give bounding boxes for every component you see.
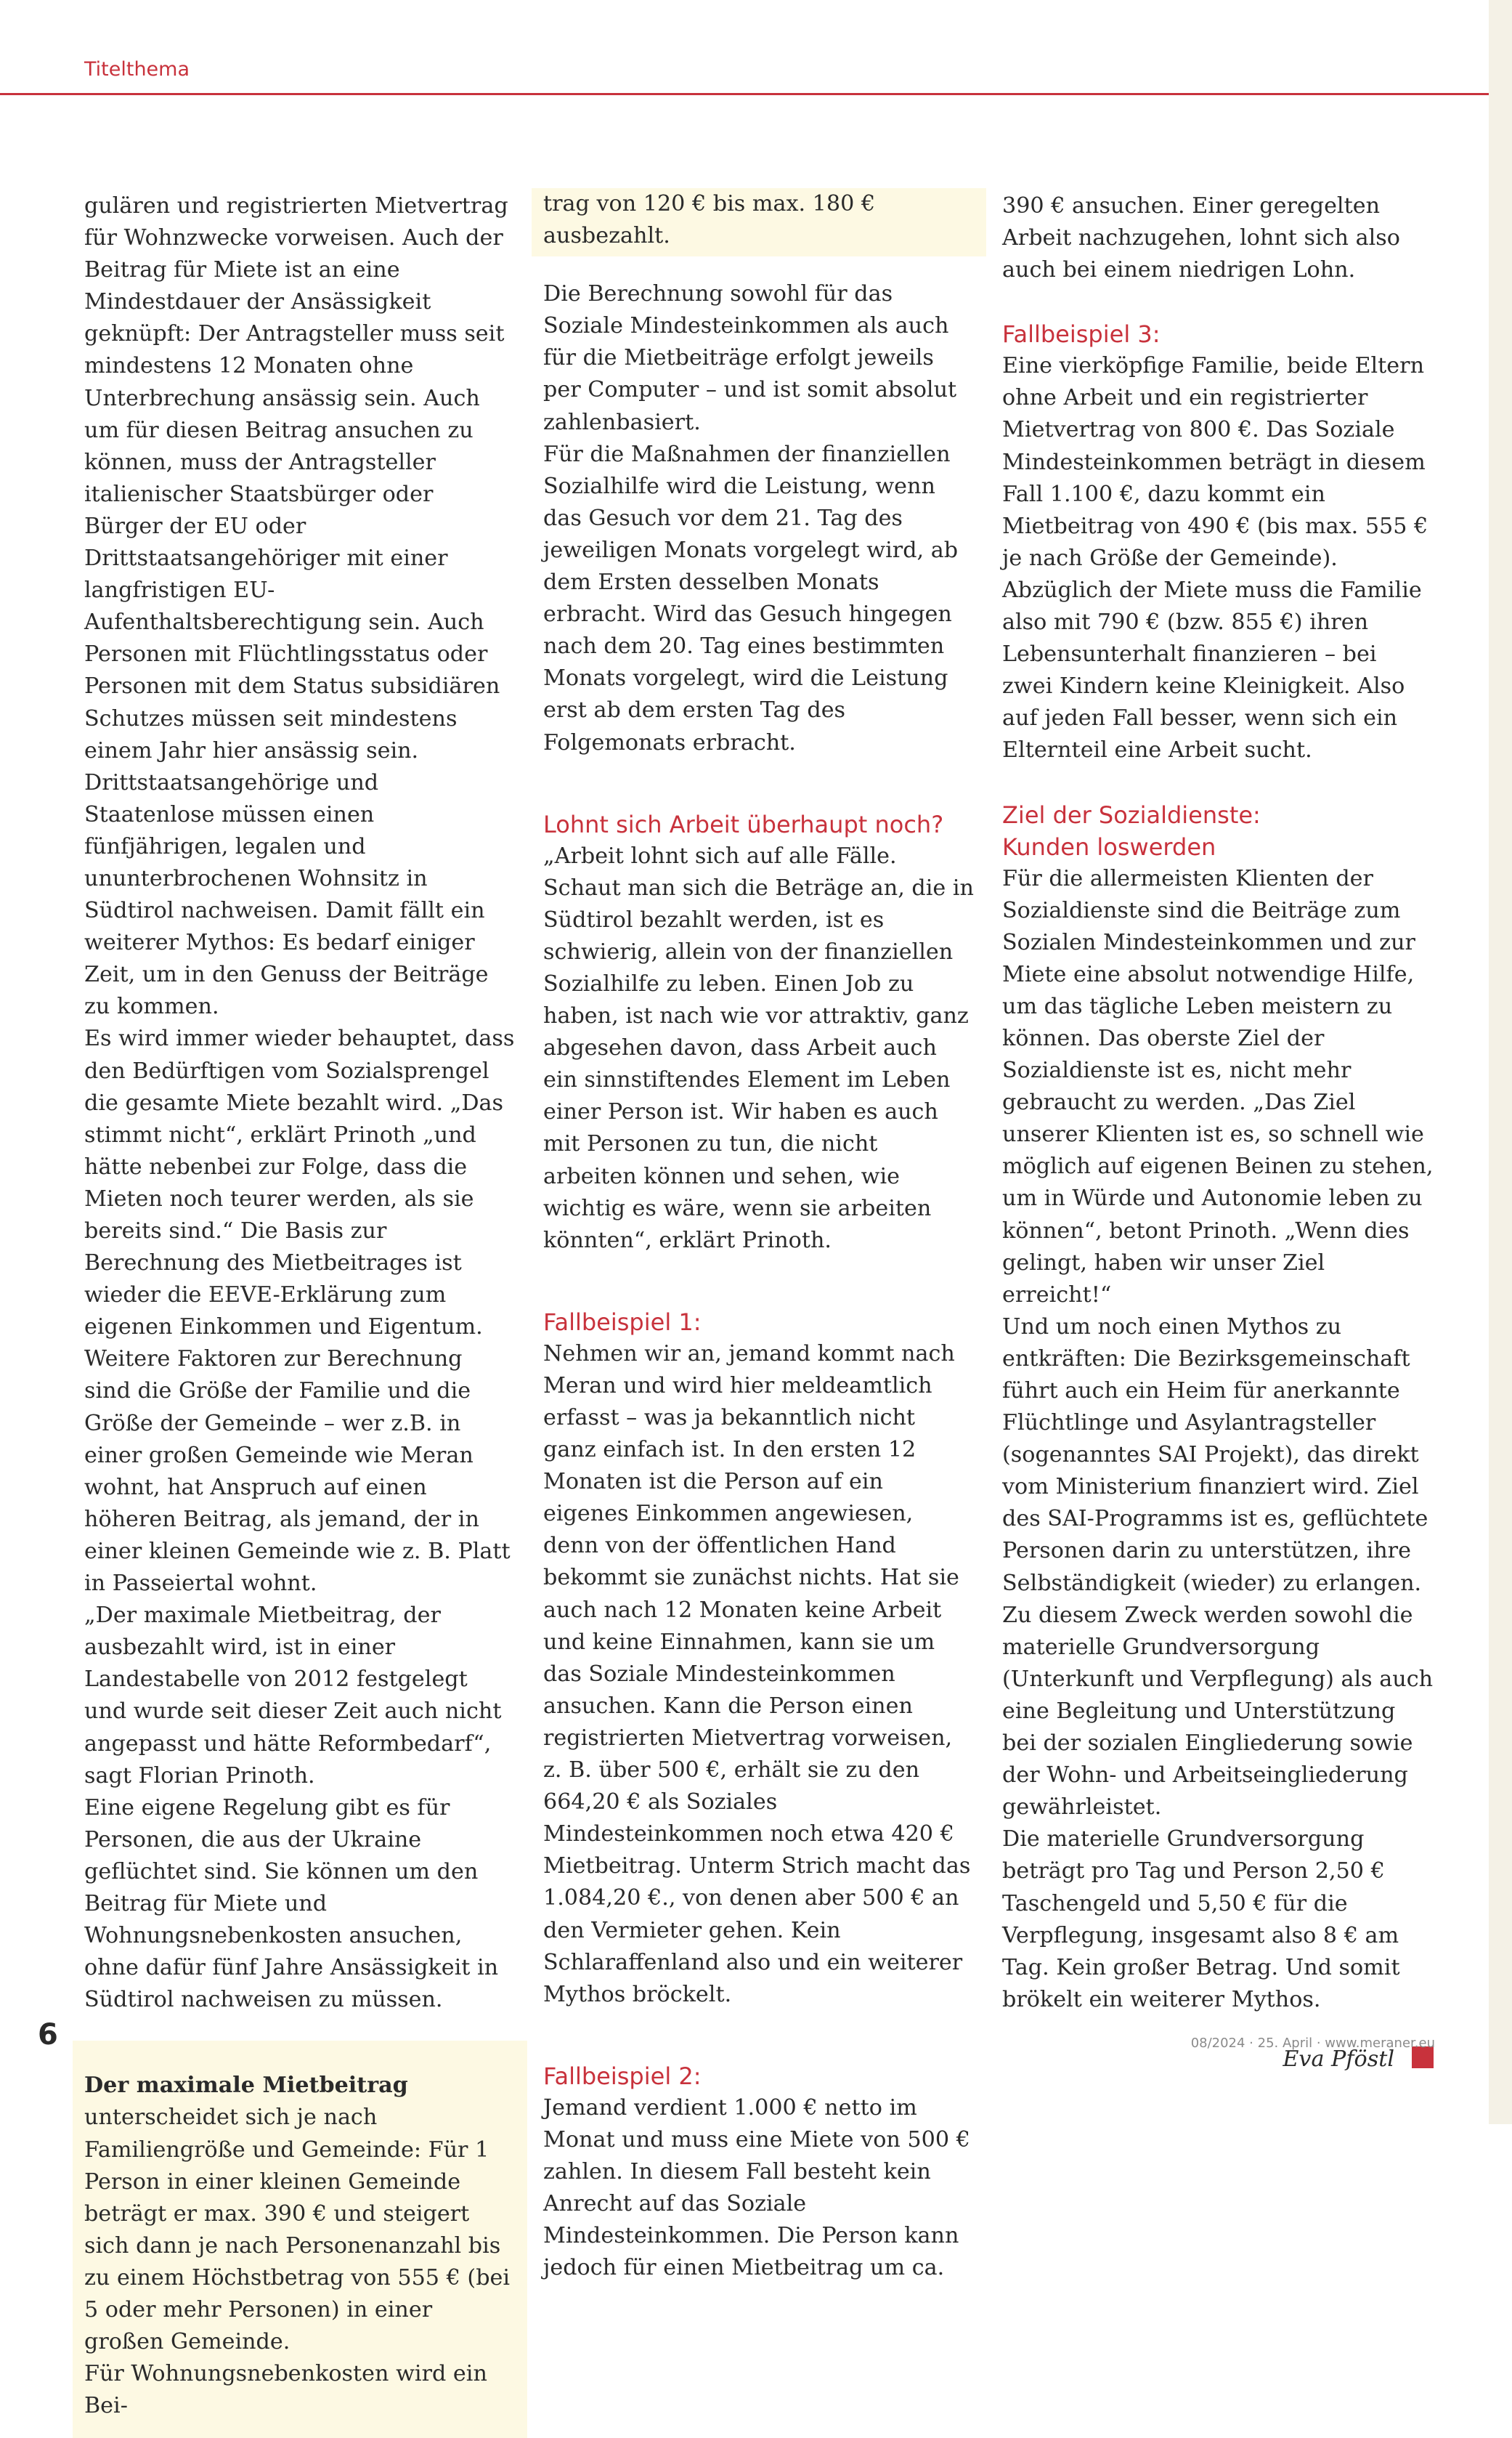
paragraph: Die materielle Grundversorgung beträgt pro Tag und Person 2,50 € Taschengeld und 5,50 € für die Verpflegung, insgesamt also 8 € am Tag. Kein großer Betrag. Und somit brökelt ein weiterer Mythos.	[1002, 1826, 1400, 2012]
paragraph: Für die allermeisten Klienten der Sozialdienste sind die Beiträge zum Sozialen Mindesteinkommen und zur Miete eine absolut notwendige Hilfe, um das tägliche Leben meistern zu können. Das oberste Ziel der Sozialdienste ist es, nicht mehr gebraucht zu werden. „Das Ziel unserer Klienten ist es, so schnell wie möglich auf eigenen Beinen zu stehen, um in Würde und Autonomie leben zu können“, betont Prinoth. „Wenn dies gelingt, haben wir unser Ziel erreicht!“	[1002, 865, 1434, 1308]
paragraph: gulären und registrierten Mietvertrag für Wohnzwecke vorweisen. Auch der Beitrag für Miete ist an eine Mindestdauer der Ansässigkeit geknüpft: Der Antragsteller muss seit mindestens 12 Monaten ohne Unterbrechung ansässig sein. Auch um für diesen Beitrag ansuchen zu können, muss der Antragsteller italienischer Staatsbürger oder Bürger der EU oder Drittstaatsangehöriger mit einer langfristigen EU-Aufenthaltsberechtigung sein. Auch Personen mit Flüchtlingsstatus oder Personen mit dem Status subsidiären Schutzes müssen seit mindestens einem Jahr hier ansässig sein. Drittstaatsangehörige und Staatenlose müssen einen fünfjährigen, legalen und ununterbrochenen Wohnsitz in Südtirol nachweisen. Damit fällt ein weiterer Mythos: Es bedarf einiger Zeit, um in den Genuss der Beiträge zu kommen.	[84, 193, 508, 1020]
info-box-continued	[532, 188, 986, 256]
column-3	[1002, 190, 1434, 2075]
paragraph: Jemand verdient 1.000 € netto im Monat und muss eine Miete von 500 € zahlen. In diesem Fall besteht kein Anrecht auf das Soziale Mindesteinkommen. Die Person kann jedoch für einen Mietbeitrag um ca.	[543, 2094, 970, 2281]
info-box-paragraph: trag von 120 € bis max. 180 € ausbezahlt.	[543, 191, 876, 249]
info-box-text: unterscheidet sich je nach Familiengröße und Gemeinde: Für 1 Person in einer kleinen Gemeinde beträgt er max. 390 € und steigert sich dann je nach Personenanzahl bis zu einem Höchstbetrag von 555 € (bei 5 oder mehr Personen) in einer großen Gemeinde.	[84, 2105, 511, 2355]
page-number: 6	[38, 2018, 58, 2052]
info-box-paragraph	[84, 2070, 516, 2358]
footer-info: 08/2024 · 25. April · www.meraner.eu	[1190, 2036, 1435, 2051]
paragraph: Eine eigene Regelung gibt es für Personen, die aus der Ukraine geflüchtet sind. Sie können um den Beitrag für Miete und Wohnungsnebenkosten ansuchen, ohne dafür fünf Jahre Ansässigkeit in Südtirol nachweisen zu müssen.	[84, 1794, 499, 2013]
info-box-lead: Der maximale Mietbeitrag	[84, 2073, 408, 2099]
subheading: Lohnt sich Arbeit überhaupt noch?	[543, 810, 944, 838]
subheading: Fallbeispiel 3:	[1002, 320, 1161, 349]
paragraph: Für die Maßnahmen der finanziellen Sozialhilfe wird die Leistung, wenn das Gesuch vor dem 21. Tag des jeweiligen Monats vorgelegt wird, ab dem Ersten desselben Monats erbracht. Wird das Gesuch hingegen nach dem 20. Tag eines bestimmten Monats vorgelegt, wird die Leistung erst ab dem ersten Tag des Folgemonats erbracht.	[543, 441, 959, 756]
column-1	[84, 190, 516, 2438]
page-edge-strip	[1489, 0, 1512, 2124]
paragraph: Nehmen wir an, jemand kommt nach Meran und wird hier meldeamtlich erfasst – was ja bekanntlich nicht ganz einfach ist. In den ersten 12 Monaten ist die Person auf ein eigenes Einkommen angewiesen, denn von der öffentlichen Hand bekommt sie zunächst nichts. Hat sie auch nach 12 Monaten keine Arbeit und keine Einnahmen, kann sie um das Soziale Mindesteinkommen ansuchen. Kann die Person einen registrierten Mietvertrag vorweisen, z. B. über 500 €, erhält sie zu den 664,20 € als Soziales Mindesteinkommen noch etwa 420 € Mietbeitrag. Unterm Strich macht das 1.084,20 €., von denen aber 500 € an den Vermieter gehen. Kein Schlaraffenland also und ein weiterer Mythos bröckelt.	[543, 1340, 971, 2007]
paragraph: Eine vierköpfige Familie, beide Eltern ohne Arbeit und ein registrierter Mietvertrag von 800 €. Das Soziale Mindesteinkommen beträgt in diesem Fall 1.100 €, dazu kommt ein Mietbeitrag von 490 € (bis max. 555 € je nach Größe der Gemeinde). Abzüglich der Miete muss die Familie also mit 790 € (bzw. 855 €) ihren Lebensunterhalt finanzieren – bei zwei Kindern keine Kleinigkeit. Also auf jeden Fall besser, wenn sich ein Elternteil eine Arbeit sucht.	[1002, 353, 1428, 764]
paragraph: Es wird immer wieder behauptet, dass den Bedürftigen vom Sozialsprengel die gesamte Miete bezahlt wird. „Das stimmt nicht“, erklärt Prinoth „und hätte nebenbei zur Folge, dass die Mieten noch teurer werden, als sie bereits sind.“ Die Basis zur Berechnung des Mietbeitrages ist wieder die EEVE-Erklärung zum eigenen Einkommen und Eigentum. Weitere Faktoren zur Berechnung sind die Größe der Familie und die Größe der Gemeinde – wer z.B. in einer großen Gemeinde wie Meran wohnt, hat Anspruch auf einen höheren Beitrag, als jemand, der in einer kleinen Gemeinde wie z. B. Platt in Passeiertal wohnt.	[84, 1026, 515, 1597]
paragraph: „Der maximale Mietbeitrag, der ausbezahlt wird, ist in einer Landestabelle von 2012 festgelegt und wurde seit dieser Zeit auch nicht angepasst und hätte Reformbedarf“, sagt Florian Prinoth.	[84, 1603, 502, 1789]
paragraph: 390 € ansuchen. Einer geregelten Arbeit nachzugehen, lohnt sich also auch bei einem niedrigen Lohn.	[1002, 193, 1400, 283]
info-box-paragraph: Für Wohnungsnebenkosten wird ein Bei-	[84, 2361, 487, 2419]
column-2	[543, 190, 975, 2284]
section-label: Titelthema	[84, 58, 190, 81]
paragraph: Und um noch einen Mythos zu entkräften: Die Bezirksgemeinschaft führt auch ein Heim für anerkannte Flüchtlinge und Asylantragsteller (sogenanntes SAI Projekt), das direkt vom Ministerium finanziert wird. Ziel des SAI-Programms ist es, geflüchtete Personen darin zu unterstützen, ihre Selbständigkeit (wieder) zu erlangen. Zu diesem Zweck werden sowohl die materielle Grundversorgung (Unterkunft und Verpflegung) als auch eine Begleitung und Unterstützung bei der sozialen Eingliederung sowie der Wohn- und Arbeitseingliederung gewährleistet.	[1002, 1313, 1434, 1821]
subheading-line-2: Kunden loswerden	[1002, 833, 1216, 861]
subheading-line-1: Ziel der Sozialdienste:	[1002, 801, 1261, 829]
subheading: Fallbeispiel 1:	[543, 1308, 702, 1336]
paragraph: Die Berechnung sowohl für das Soziale Mindesteinkommen als auch für die Mietbeiträge erfolgt jeweils per Computer – und ist somit absolut zahlenbasiert.	[543, 281, 957, 435]
header-rule	[0, 93, 1489, 95]
subheading: Fallbeispiel 2:	[543, 2062, 702, 2090]
paragraph: „Arbeit lohnt sich auf alle Fälle. Schaut man sich die Beträge an, die in Südtirol bezahlt werden, ist es schwierig, allein von der finanziellen Sozialhilfe zu leben. Einen Job zu haben, ist nach wie vor attraktiv, ganz abgesehen davon, dass Arbeit auch ein sinnstiftendes Element im Leben einer Person ist. Wir haben es auch mit Personen zu tun, die nicht arbeiten können und sehen, wie wichtig es wäre, wenn sie arbeiten könnten“, erklärt Prinoth.	[543, 843, 974, 1253]
info-box	[73, 2041, 527, 2438]
author-name: Eva Pföstl	[1283, 2046, 1394, 2072]
